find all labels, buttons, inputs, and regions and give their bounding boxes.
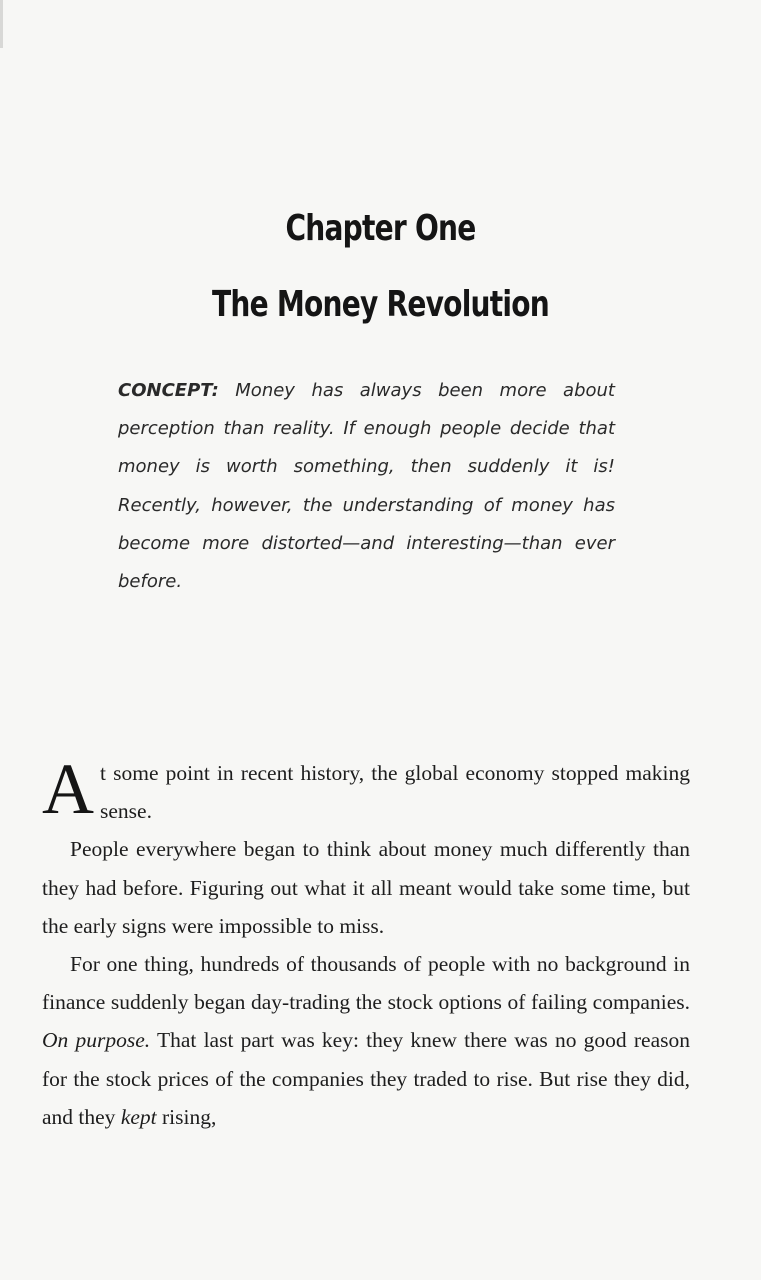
paragraph-2 — [42, 830, 690, 945]
paragraph-3-emphasis-1: On purpose. — [42, 1028, 151, 1053]
drop-cap: A — [42, 749, 94, 829]
paragraph-3-text-1: For one thing, hundreds of thousands of people with no background in finance suddenly began day-trading the stock options of failing companies. — [42, 952, 690, 1015]
paragraph-3-text-3: rising, — [162, 1104, 217, 1129]
chapter-title: The Money Revolution — [212, 284, 549, 325]
concept-text: Money has always been more about perception than reality. If enough people decide that money is worth something, then suddenly it is! Recently, however, the understanding of money has become more distorted—and interesting—than ever before. — [118, 380, 615, 593]
paragraph-1-text: t some point in recent history, the global economy stopped making sense. — [100, 761, 690, 824]
paragraph-3-text-2: That last part was key: they knew there was no good reason for the stock prices of the companies they traded to rise. But rise they did, and they — [42, 1028, 690, 1129]
paragraph-3 — [42, 945, 690, 1136]
paragraph-3-emphasis-2: kept — [120, 1104, 157, 1129]
paragraph-1 — [42, 749, 690, 830]
concept-label: CONCEPT: — [118, 380, 219, 401]
scan-edge-shadow — [0, 0, 3, 48]
concept-box — [118, 372, 615, 601]
chapter-number: Chapter One — [285, 208, 476, 249]
body-text — [42, 749, 690, 1136]
paragraph-2-text: People everywhere began to think about money much differently than they had before. Figuring out what it all meant would take some time, but the early signs were impossible to miss. — [42, 837, 690, 938]
